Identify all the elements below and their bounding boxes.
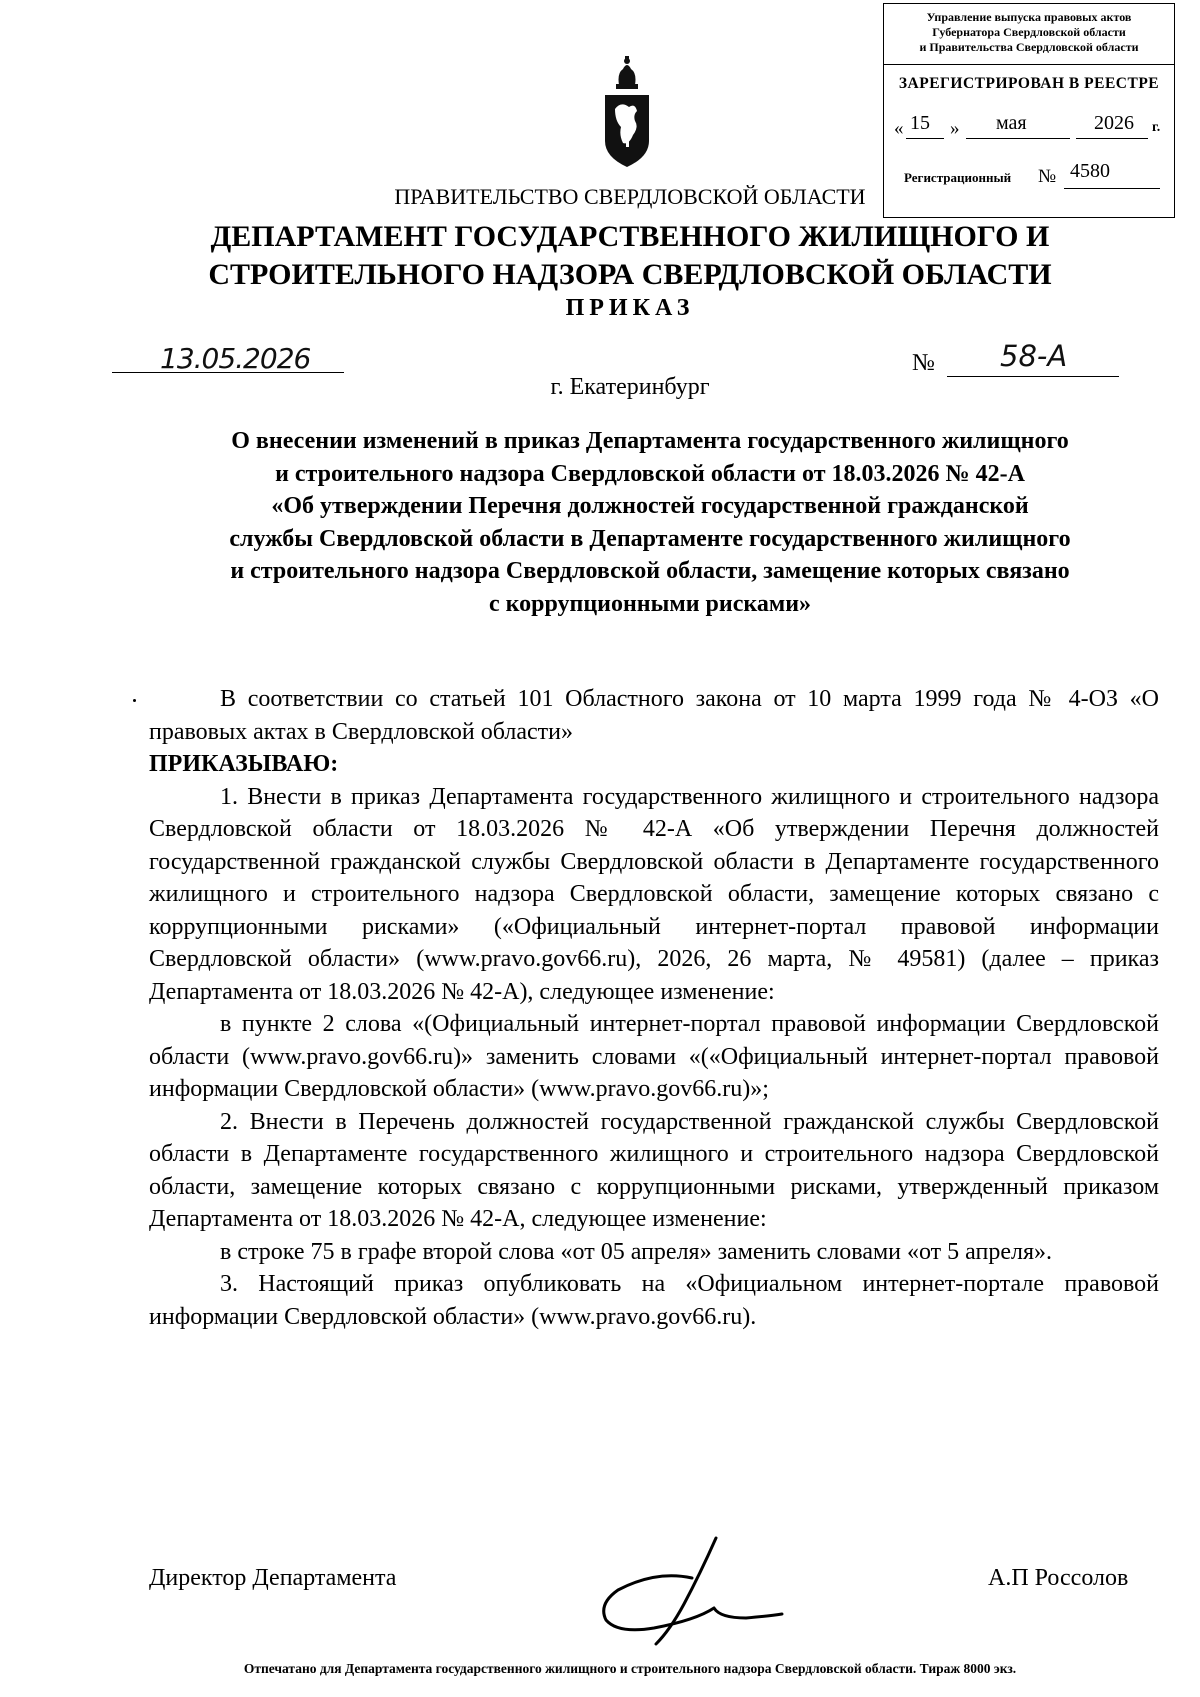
order-number-handwritten: 58-А: [1000, 339, 1068, 373]
item-2-sub-paragraph: в строке 75 в графе второй слова «от 05 апреля» заменить словами «от 5 апреля».: [220, 1238, 1053, 1265]
stamp-header-line: Управление выпуска правовых актов: [926, 10, 1132, 24]
department-name-line: ДЕПАРТАМЕНТ ГОСУДАРСТВЕННОГО ЖИЛИЩНОГО И: [210, 220, 1050, 253]
order-date-handwritten: 13.05.2026: [160, 342, 311, 375]
handwritten-signature: [596, 1534, 786, 1652]
print-footer: Отпечатано для Департамента государственного жилищного и строительного надзора Свердловской области. Тираж 8000 экз.: [243, 1661, 1017, 1676]
order-word: ПРИКАЗЫВАЮ:: [149, 751, 339, 777]
stamp-day-line: [906, 138, 944, 139]
stamp-date-close-quote: »: [950, 118, 960, 139]
stamp-number-sign: №: [1038, 166, 1057, 187]
preamble-paragraph: В соответствии со статьей 101 Областного закона от 10 марта 1999 года № 4-ОЗ «О правовых актах в Свердловской области»: [149, 686, 1159, 745]
stamp-date-day: 15: [910, 112, 930, 134]
coat-of-arms-emblem: [599, 55, 655, 168]
stamp-month-line: [966, 138, 1070, 139]
stamp-divider: [884, 64, 1174, 65]
signatory-position: Директор Департамента: [149, 1565, 397, 1591]
stamp-header: [884, 10, 1174, 55]
stamp-date-year: 2026: [1094, 112, 1134, 134]
item-1-paragraph: 1. Внести в приказ Департамента государственного жилищного и строительного надзора Свердловской области от 18.03.2026 № 42-А «Об утверждении Перечня должностей государственной гражданской службы Свердловской области в Департаменте государственного жилищного и строительного надзора Свердловской области, замещение которых связано с коррупционными рисками» («Официальный интернет-портал правовой информации Свердловской области» (www.pravo.gov66.ru), 2026, 26 марта, № 49581) (далее – приказ Департамента от 18.03.2026 № 42-А), следующее изменение:: [149, 783, 1159, 1005]
title-line: службы Свердловской области в Департаменте государственного жилищного: [229, 525, 1071, 552]
item-3-paragraph: 3. Настоящий приказ опубликовать на «Официальном интернет-портале правовой информации Свердловской области» (www.pravo.gov66.ru).: [149, 1271, 1159, 1330]
government-name: ПРАВИТЕЛЬСТВО СВЕРДЛОВСКОЙ ОБЛАСТИ: [394, 184, 866, 209]
item-2-paragraph: 2. Внести в Перечень должностей государственной гражданской службы Свердловской области в Департаменте государственного жилищного и строительного надзора Свердловской области, замещение которых связано с коррупционными рисками, утвержденный приказом Департамента от 18.03.2026 № 42-А, следующее изменение:: [149, 1108, 1159, 1232]
stamp-date-open-quote: «: [894, 118, 904, 139]
stamp-number-label: Регистрационный: [904, 170, 1012, 185]
item-1-sub-paragraph: в пункте 2 слова «(Официальный интернет-портал правовой информации Свердловской области (www.pravo.gov66.ru)» заменить словами «(«Официальный интернет-портал правовой информации Свердловской области» (www.pravo.gov66.ru)»;: [149, 1011, 1159, 1102]
document-type: ПРИКАЗ: [565, 295, 695, 321]
signatory-name: А.П Россолов: [988, 1565, 1129, 1591]
department-name: [0, 218, 1200, 294]
stamp-number-value: 4580: [1070, 160, 1110, 182]
stamp-date-year-suffix: г.: [1152, 120, 1161, 135]
title-line: и строительного надзора Свердловской области, замещение которых связано: [230, 558, 1070, 584]
stamp-date: [884, 114, 1174, 138]
document-title: [150, 425, 1150, 620]
stamp-header-line: и Правительства Свердловской области: [919, 40, 1139, 54]
stamp-date-month: мая: [996, 112, 1027, 134]
document-body: [149, 683, 1159, 1333]
city: г. Екатеринбург: [550, 374, 710, 400]
title-line: «Об утверждении Перечня должностей государственной гражданской: [271, 493, 1029, 519]
stamp-header-line: Губернатора Свердловской области: [932, 25, 1126, 39]
stamp-registered-label: ЗАРЕГИСТРИРОВАН В РЕЕСТРЕ: [898, 75, 1160, 92]
title-line: с коррупционными рисками»: [488, 590, 812, 617]
title-line: О внесении изменений в приказ Департамента государственного жилищного: [231, 428, 1069, 454]
order-number-label: №: [912, 350, 935, 376]
department-name-line: СТРОИТЕЛЬНОГО НАДЗОРА СВЕРДЛОВСКОЙ ОБЛАСТИ: [208, 258, 1052, 291]
order-date-line: [112, 372, 344, 373]
scan-speck: [133, 699, 136, 702]
title-line: и строительного надзора Свердловской области от 18.03.2026 № 42-А: [275, 460, 1025, 487]
stamp-year-line: [1076, 138, 1148, 139]
